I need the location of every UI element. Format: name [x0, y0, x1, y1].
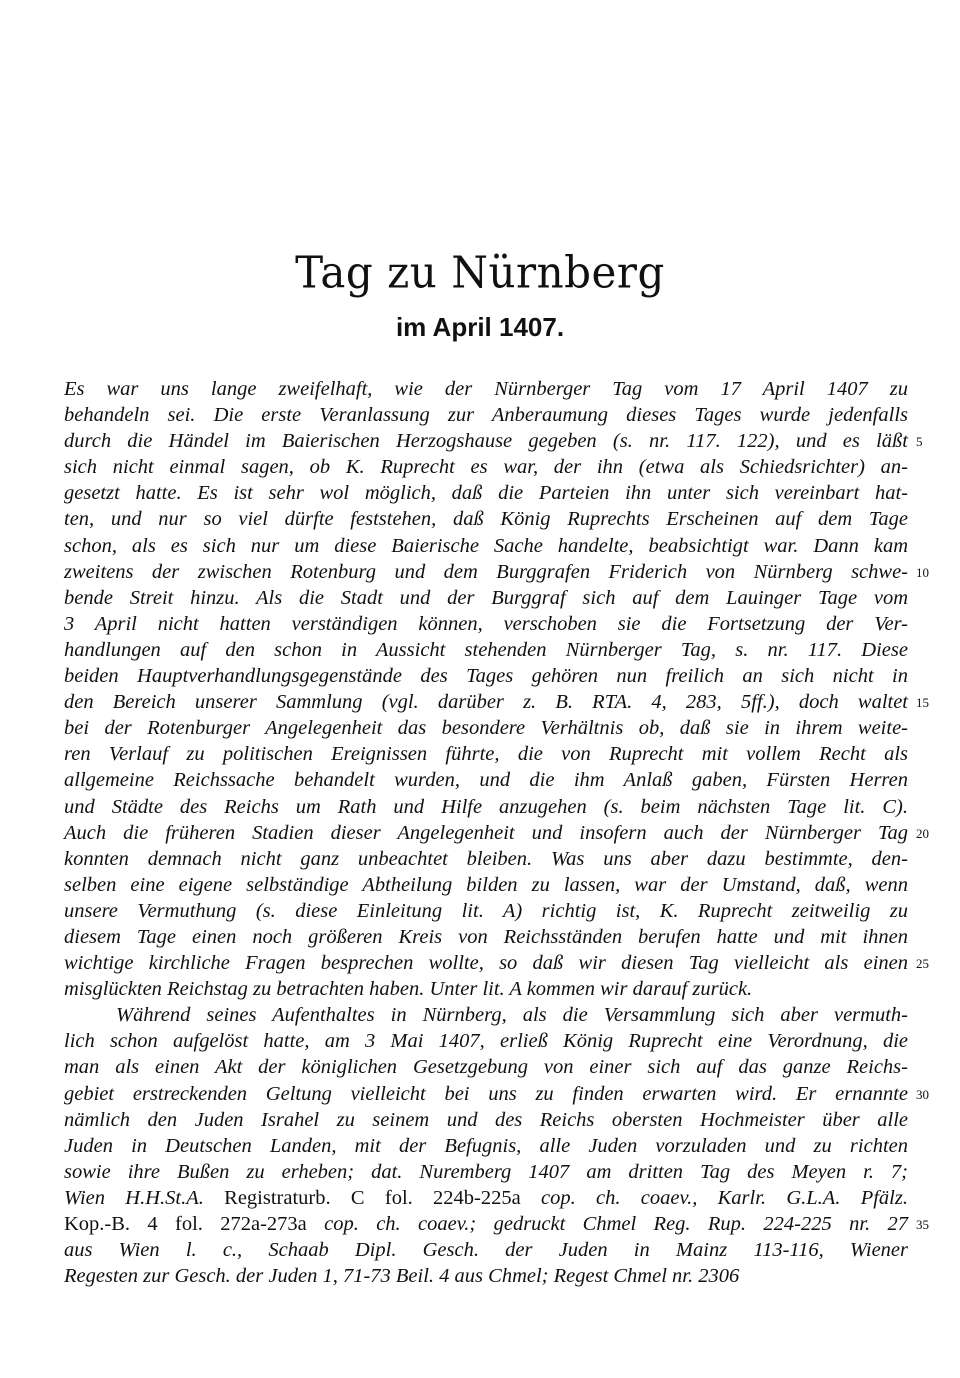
text-line: den Bereich unserer Sammlung (vgl. darüber z. B. RTA. 4, 283, 5ff.), doch waltet	[64, 691, 908, 714]
text-line: sich nicht einmal sagen, ob K. Ruprecht es war, der ihn (etwa als Schiedsrichter) an-	[64, 456, 908, 479]
margin-line-number: 5	[916, 434, 923, 450]
text-line: unsere Vermuthung (s. diese Einleitung lit. A) richtig ist, K. Ruprecht zeitweilig zu	[64, 899, 908, 922]
text-line: selben eine eigene selbständige Abtheilung bilden zu lassen, war der Umstand, daß, wenn	[64, 873, 908, 896]
text-line: schon, als es sich nur um diese Baierische Sache handelte, beabsichtigt war. Dann kam	[64, 534, 908, 557]
text-line: und Städte des Reichs um Rath und Hilfe anzugehen (s. beim nächsten Tage lit. C).	[64, 795, 908, 818]
text-line: zweitens der zwischen Rotenburg und dem Burggrafen Friderich von Nürnberg schwe-	[64, 560, 908, 583]
page-subtitle: im April 1407.	[395, 312, 565, 342]
text-segment: Kop.-B. 4 fol. 272a-273a	[64, 1213, 307, 1235]
text-line: durch die Händel im Baierischen Herzogshause gegeben (s. nr. 117. 122), und es läßt	[64, 430, 908, 453]
text-line: ren Verlauf zu politischen Ereignissen führte, die von Ruprecht mit vollem Recht als	[64, 743, 908, 766]
text-line: Während seines Aufenthaltes in Nürnberg, als die Versammlung sich aber vermuth-	[116, 1004, 908, 1027]
margin-line-number: 30	[916, 1086, 929, 1102]
text-line: aus Wien l. c., Schaab Dipl. Gesch. der Juden in Mainz 113-116, Wiener	[64, 1239, 908, 1262]
text-segment: Wien H.H.St.A.	[64, 1186, 225, 1209]
text-line: sowie ihre Bußen zu erheben; dat. Nuremberg 1407 am dritten Tag des Meyen r. 7;	[64, 1160, 908, 1183]
margin-line-number: 25	[916, 956, 929, 972]
page-title: Tag zu Nürnberg	[295, 246, 665, 299]
text-line: Es war uns lange zweifelhaft, wie der Nürnberger Tag vom 17 April 1407 zu	[64, 378, 908, 400]
text-line: diesem Tage einen noch größeren Kreis von Reichsständen berufen hatte und mit ihnen	[64, 925, 908, 948]
text-line: man als einen Akt der königlichen Gesetzgebung von einer sich auf das ganze Reichs-	[64, 1056, 908, 1079]
text-line: wichtige kirchliche Fragen besprechen wollte, so daß wir diesen Tag vielleicht als einen	[64, 952, 908, 975]
text-segment: cop. ch. coaev., Karlr. G.L.A. Pfälz.	[520, 1186, 908, 1209]
text-line: allgemeine Reichssache behandelt wurden, und die ihm Anlaß gaben, Fürsten Herren	[64, 769, 908, 792]
text-line: Auch die früheren Stadien dieser Angelegenheit und insofern auch der Nürnberger Tag	[64, 821, 908, 844]
text-line: nämlich den Juden Israhel zu seinem und des Reichs obersten Hochmeister über alle	[64, 1108, 908, 1131]
body-text	[64, 376, 908, 1289]
text-line: Juden in Deutschen Landen, mit der Befugnis, alle Juden vorzuladen und zu richten	[64, 1134, 908, 1157]
text-segment: Registraturb. C fol. 224b-225a	[224, 1186, 521, 1209]
text-line	[64, 1211, 908, 1237]
text-line: bende Streit hinzu. Als die Stadt und der Burggraf sich auf dem Lauinger Tage vom	[64, 586, 908, 609]
text-line: bei der Rotenburger Angelegenheit das besondere Verhältnis ob, daß sie in ihrem weite-	[64, 717, 908, 740]
text-line: gesetzt hatte. Es ist sehr wol möglich, daß die Parteien ihn unter sich vereinbart hat-	[64, 482, 908, 505]
text-line: konnten demnach nicht ganz unbeachtet bleiben. Was uns aber dazu bestimmte, den-	[64, 847, 908, 870]
text-segment: cop. ch. coaev.; gedruckt Chmel Reg. Rup. 224-225 nr. 27	[306, 1213, 908, 1235]
text-line: misglückten Reichstag zu betrachten haben. Unter lit. A kommen wir darauf zurück.	[64, 978, 753, 1001]
text-line: beiden Hauptverhandlungsgegenstände des Tages gehören nun freilich an sich nicht in	[64, 665, 908, 688]
margin-line-number: 20	[916, 825, 929, 841]
text-line: handlungen auf den schon in Aussicht stehenden Nürnberger Tag, s. nr. 117. Diese	[64, 638, 908, 661]
text-line	[64, 1185, 908, 1211]
text-line: lich schon aufgelöst hatte, am 3 Mai 1407, erließ König Ruprecht eine Verordnung, die	[64, 1030, 908, 1053]
margin-line-number: 15	[916, 695, 929, 711]
margin-line-number: 10	[916, 564, 929, 580]
text-line: 3 April nicht hatten verständigen können, verschoben sie die Fortsetzung der Ver-	[64, 612, 908, 635]
text-line: behandeln sei. Die erste Veranlassung zur Anberaumung dieses Tages wurde jedenfalls	[64, 404, 908, 427]
text-line: Regesten zur Gesch. der Juden 1, 71-73 Beil. 4 aus Chmel; Regest Chmel nr. 2306	[64, 1265, 740, 1288]
text-line: gebiet erstreckenden Geltung vielleicht bei uns zu finden erwarten wird. Er ernannte	[64, 1082, 908, 1105]
margin-line-number: 35	[916, 1217, 929, 1233]
text-line: ten, und nur so viel dürfte feststehen, daß König Ruprechts Erscheinen auf dem Tage	[64, 508, 908, 531]
